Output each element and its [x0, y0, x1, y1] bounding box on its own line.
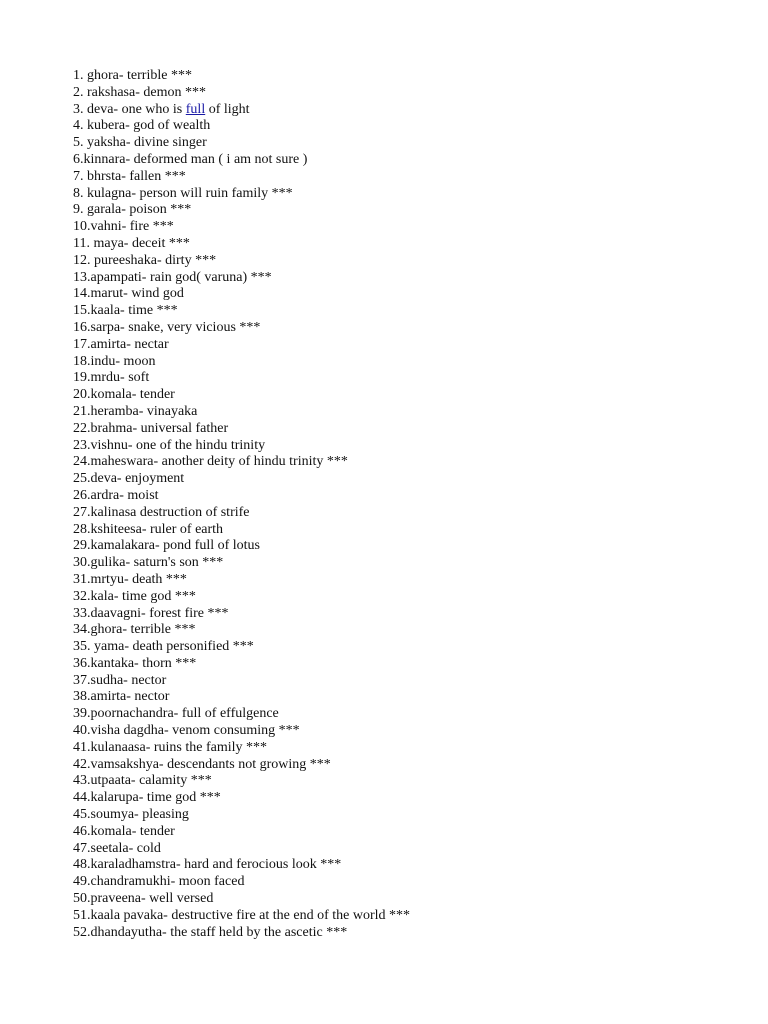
list-item: 19.mrdu- soft — [73, 370, 150, 386]
list-item: 44.kalarupa- time god *** — [73, 790, 221, 806]
list-item: 18.indu- moon — [73, 353, 156, 369]
list-item: 42.vamsakshya- descendants not growing *** — [73, 756, 331, 772]
list-item: 17.amirta- nectar — [73, 336, 169, 352]
list-item: 23.vishnu- one of the hindu trinity — [73, 437, 266, 453]
list-item: 5. yaksha- divine singer — [73, 135, 207, 151]
list-item: 36.kantaka- thorn *** — [73, 655, 197, 671]
list-item: 11. maya- deceit *** — [73, 235, 190, 251]
list-item: 6.kinnara- deformed man ( i am not sure ) — [73, 151, 308, 167]
list-item: 22.brahma- universal father — [73, 420, 229, 436]
list-item: 46.komala- tender — [73, 823, 175, 839]
list-item: 24.maheswara- another deity of hindu trinity *** — [73, 454, 348, 470]
list-item: 45.soumya- pleasing — [73, 807, 189, 823]
list-item: 41.kulanaasa- ruins the family *** — [73, 739, 268, 755]
list-item: 49.chandramukhi- moon faced — [73, 874, 245, 890]
list-item: 34.ghora- terrible *** — [73, 622, 196, 638]
list-item: 40.visha dagdha- venom consuming *** — [73, 723, 300, 739]
list-item: 4. kubera- god of wealth — [73, 118, 211, 134]
list-item: 37.sudha- nector — [73, 672, 167, 688]
list-item: 2. rakshasa- demon *** — [73, 84, 206, 100]
list-item: 43.utpaata- calamity *** — [73, 773, 212, 789]
list-item: 10.vahni- fire *** — [73, 219, 174, 235]
list-item: 39.poornachandra- full of effulgence — [73, 706, 279, 722]
list-item: 21.heramba- vinayaka — [73, 403, 198, 419]
list-item: 52.dhandayutha- the staff held by the ascetic *** — [73, 924, 348, 940]
list-item: 30.gulika- saturn's son *** — [73, 555, 224, 571]
list-item: 51.kaala pavaka- destructive fire at the end of the world *** — [73, 907, 411, 923]
list-item: 29.kamalakara- pond full of lotus — [73, 538, 261, 554]
list-item: 9. garala- poison *** — [73, 202, 192, 218]
list-item: 15.kaala- time *** — [73, 303, 178, 319]
list-item: 26.ardra- moist — [73, 487, 159, 503]
list-item: 35. yama- death personified *** — [73, 639, 254, 655]
list-item: 1. ghora- terrible *** — [73, 68, 192, 83]
list-item-text-tail: of light — [205, 101, 250, 117]
full-link[interactable]: full — [185, 101, 206, 117]
list-item: 47.seetala- cold — [73, 840, 161, 856]
list-item: 32.kala- time god *** — [73, 588, 196, 604]
list-item: 28.kshiteesa- ruler of earth — [73, 521, 224, 537]
list-item: 38.amirta- nector — [73, 689, 170, 705]
list-item: 50.praveena- well versed — [73, 891, 214, 907]
list-item: 16.sarpa- snake, very vicious *** — [73, 319, 261, 335]
list-item-text: 3. deva- one who is — [73, 101, 186, 117]
list-item — [73, 102, 753, 119]
list-item: 13.apampati- rain god( varuna) *** — [73, 269, 272, 285]
list-item: 25.deva- enjoyment — [73, 471, 185, 487]
document-body — [73, 68, 753, 941]
list-item: 27.kalinasa destruction of strife — [73, 504, 250, 520]
list-item: 31.mrtyu- death *** — [73, 571, 187, 587]
list-item: 48.karaladhamstra- hard and ferocious look *** — [73, 857, 342, 873]
list-item: 33.daavagni- forest fire *** — [73, 605, 229, 621]
list-item: 8. kulagna- person will ruin family *** — [73, 185, 293, 201]
list-item: 14.marut- wind god — [73, 286, 184, 302]
list-item: 7. bhrsta- fallen *** — [73, 168, 186, 184]
list-item: 12. pureeshaka- dirty *** — [73, 252, 217, 268]
list-item: 20.komala- tender — [73, 387, 175, 403]
